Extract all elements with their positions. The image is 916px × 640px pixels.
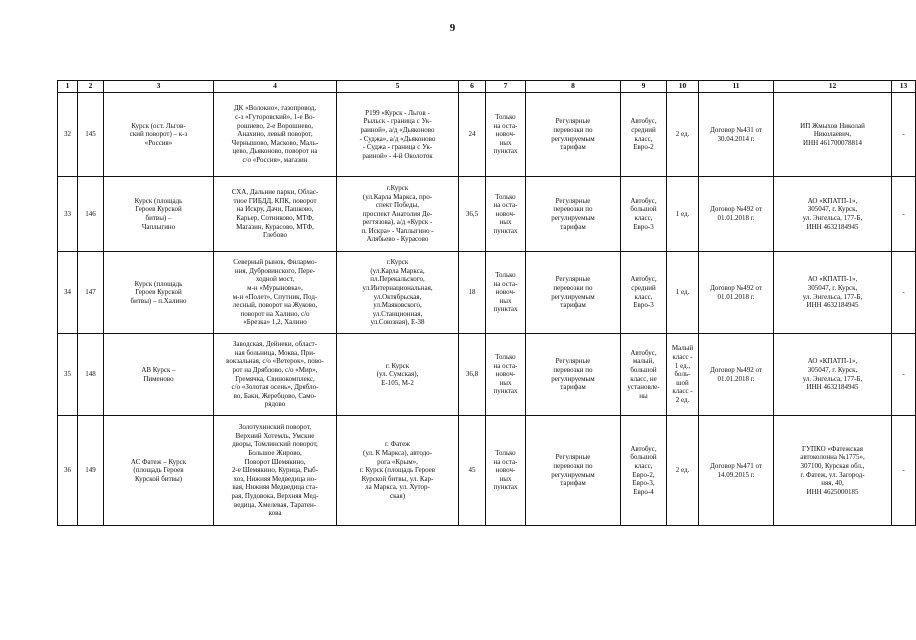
roads-list: г. Курск (ул. Сумская), Е-105, М-2: [337, 334, 459, 416]
roads-list: г. Фатеж (ул. К Маркса), автодо- рога «Крым», г. Курск (площадь Героев Курской битвы, ул. Кар- ла Маркса, ул. Хутор- ская): [337, 416, 459, 526]
carrier: ИП Жмыхов Николай Николаевич, ИНН 461700078814: [774, 93, 892, 177]
stops-list: СХА, Дальние парки, Облас- тное ГИБДД, КПК, поворот на Искру, Дачи, Пашково, Карьер, Сотниково, МТФ, Магазин, Курасово, МТФ, Глебово: [214, 177, 337, 252]
vehicle-count: Малый класс - 1 ед., боль- шой класс - 2 ед.: [667, 334, 699, 416]
stops-list: ДК «Волокно», газопровод, с-з «Гуторовский», 1-е Во- рошнево, 2-е Ворошнево, Анахино, левый поворот, Чернышово, Масково, Маль- цево, Дьяконово, поворот на с/о «Россия», магазин: [214, 93, 337, 177]
transport-type: Регулярные перевозки по регулируемым тарифам: [526, 416, 621, 526]
header-cell: 8: [526, 81, 621, 93]
route-name: Курск (ост. Льгов- ский поворот) – к-з «Россия»: [104, 93, 214, 177]
header-cell: 2: [78, 81, 104, 93]
vehicle-count: 2 ед.: [667, 93, 699, 177]
table-header-row: [58, 81, 916, 93]
route-name: Курск (площадь Героев Курской битвы) – п.Халино: [104, 252, 214, 334]
transport-type: Регулярные перевозки по регулируемым тарифам: [526, 93, 621, 177]
route-number: 146: [78, 177, 104, 252]
header-cell: 11: [699, 81, 774, 93]
carrier: АО «КПАТП-1», 305047, г. Курск, ул. Энгельса, 177-Б, ИНН 4632184945: [774, 334, 892, 416]
vehicle-class: Автобус, средний класс, Евро-3: [621, 252, 667, 334]
boarding-order: Только на оста- новоч- ных пунктах: [486, 334, 526, 416]
header-cell: 6: [459, 81, 486, 93]
route-number: 149: [78, 416, 104, 526]
carrier: ГУПКО «Фатежская автоколонна №1775», 307100, Курская обл., г. Фатеж, ул. Загород- няя, 40, ИНН 4625000185: [774, 416, 892, 526]
vehicle-count: 1 ед.: [667, 252, 699, 334]
header-cell: 12: [774, 81, 892, 93]
notes: -: [892, 177, 916, 252]
vehicle-count: 1 ед.: [667, 177, 699, 252]
table-row: [58, 177, 916, 252]
carrier: АО «КПАТП-1», 305047, г. Курск, ул. Энгельса, 177-Б, ИНН 4632184945: [774, 252, 892, 334]
route-name: АС Фатеж – Курск (площадь Героев Курской битвы): [104, 416, 214, 526]
header-cell: 1: [58, 81, 78, 93]
transport-type: Регулярные перевозки по регулируемым тарифам: [526, 177, 621, 252]
roads-list: Р199 «Курск - Льгов - Рыльск - граница с Ук- раиной», а/д «Дьяконово - Суджа», а/д «Дьяконово - Суджа - граница с Ук- раиной» - 4-й Околоток: [337, 93, 459, 177]
notes: -: [892, 416, 916, 526]
contract: Договор №492 от 01.01.2018 г.: [699, 334, 774, 416]
route-length: 18: [459, 252, 486, 334]
contract: Договор №471 от 14.09.2015 г.: [699, 416, 774, 526]
route-length: 36,5: [459, 177, 486, 252]
header-cell: 9: [621, 81, 667, 93]
contract: Договор №492 от 01.01.2018 г.: [699, 252, 774, 334]
header-cell: 5: [337, 81, 459, 93]
stops-list: Заводская, Дейнеки, област- ная больница, Моква, При- вокзальная, с/о «Ветерок», пово- рот на Дрябловo, с/о «Мир», Гремячка, Свинокомплекс, с/о «Золотая осень», Дрябло- во, Баки, Жеребцово, Самo- рядово: [214, 334, 337, 416]
header-cell: 4: [214, 81, 337, 93]
transport-type: Регулярные перевозки по регулируемым тарифам: [526, 252, 621, 334]
contract: Договор №492 от 01.01.2018 г.: [699, 177, 774, 252]
contract: Договор №431 от 30.04.2014 г.: [699, 93, 774, 177]
header-cell: 10: [667, 81, 699, 93]
header-cell: 13: [892, 81, 916, 93]
vehicle-count: 2 ед.: [667, 416, 699, 526]
table-row: [58, 252, 916, 334]
boarding-order: Только на оста- новоч- ных пунктах: [486, 93, 526, 177]
roads-list: г.Курск (ул.Карла Маркса, пл.Перекальского, ул.Интернациональная, ул.Октябрьская, ул.Маяковского, ул.Станционная, ул.Союзная), Е-38: [337, 252, 459, 334]
notes: -: [892, 334, 916, 416]
route-length: 36,8: [459, 334, 486, 416]
route-number: 147: [78, 252, 104, 334]
row-number: 33: [58, 177, 78, 252]
row-number: 35: [58, 334, 78, 416]
header-cell: 7: [486, 81, 526, 93]
roads-list: г.Курск (ул.Карла Маркса, про- спект Победы, проспект Анатолия Де- регтязова), а/д «Курск - п. Искра» - Чаплыгино - Алябьево - Курасово: [337, 177, 459, 252]
stops-list: Золотухинский поворот, Верхний Хотемль, Умские дворы, Томлинский поворот, Большое Жирово, Поворот Шемякино, 2-е Шемякино, Курица, Рыб- хоз, Нижняя Медведица но- вая, Нижняя Медведица ста- рая, Пудовока, Верхняя Мед- ведица, Хмелевая, Таратен- кова: [214, 416, 337, 526]
table-row: [58, 416, 916, 526]
table-row: [58, 334, 916, 416]
route-name: Курск (площадь Героев Курской битвы) – Чаплыгино: [104, 177, 214, 252]
stops-list: Северный рынок, Филармо- ния, Дубровинского, Пере- ходной мост, м-н «Мурыновка», м-н «Полет», Спутник, Под- лесный, поворот на Жуково, поворот на Халино, с/о «Брезка» 1,2, Халино: [214, 252, 337, 334]
boarding-order: Только на оста- новоч- ных пунктах: [486, 252, 526, 334]
vehicle-class: Автобус, большой класс, Евро-2, Евро-3, Евро-4: [621, 416, 667, 526]
header-cell: 3: [104, 81, 214, 93]
route-number: 148: [78, 334, 104, 416]
boarding-order: Только на оста- новоч- ных пунктах: [486, 416, 526, 526]
row-number: 36: [58, 416, 78, 526]
row-number: 34: [58, 252, 78, 334]
table-row: [58, 93, 916, 177]
route-length: 24: [459, 93, 486, 177]
vehicle-class: Автобус, средний класс, Евро-2: [621, 93, 667, 177]
notes: -: [892, 93, 916, 177]
boarding-order: Только на оста- новоч- ных пунктах: [486, 177, 526, 252]
vehicle-class: Автобус, малый, большой класс, не установле- ны: [621, 334, 667, 416]
notes: -: [892, 252, 916, 334]
route-name: АВ Курск – Пименово: [104, 334, 214, 416]
route-number: 145: [78, 93, 104, 177]
carrier: АО «КПАТП-1», 305047, г. Курск, ул. Энгельса, 177-Б, ИНН 4632184945: [774, 177, 892, 252]
vehicle-class: Автобус, большой класс, Евро-3: [621, 177, 667, 252]
transport-type: Регулярные перевозки по регулируемым тарифам: [526, 334, 621, 416]
row-number: 32: [58, 93, 78, 177]
route-length: 45: [459, 416, 486, 526]
routes-table: [57, 80, 916, 526]
page-number: 9: [449, 22, 456, 34]
